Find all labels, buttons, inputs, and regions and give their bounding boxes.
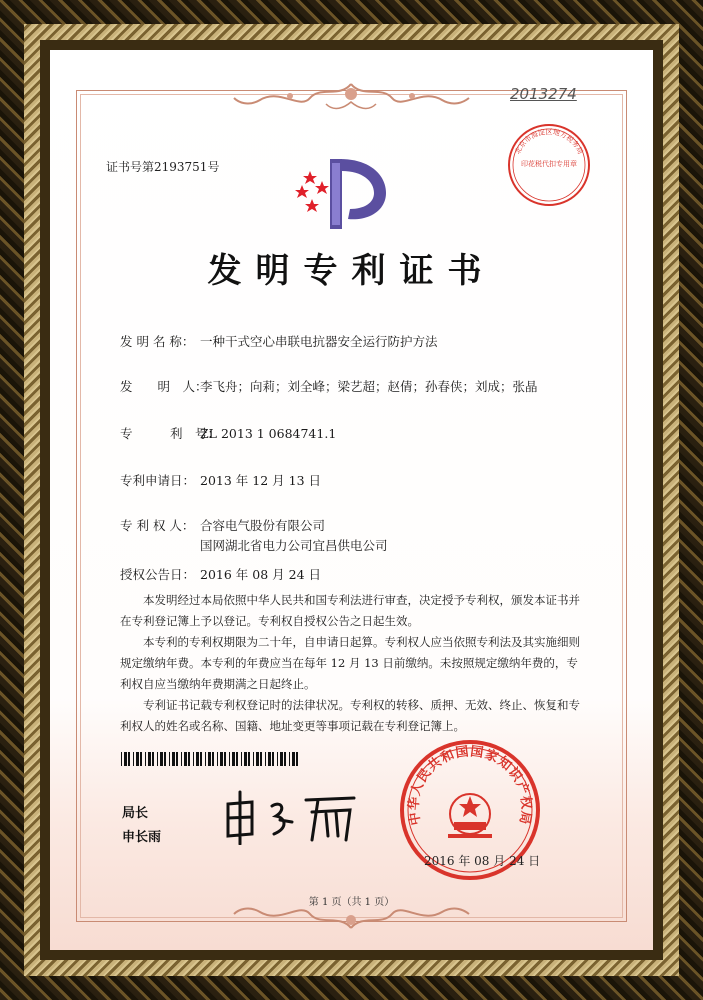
field-value: 2016 年 08 月 24 日: [200, 567, 321, 582]
page-footer: 第 1 页（共 1 页）: [308, 897, 395, 908]
field-value: 2013 年 12 月 13 日: [200, 473, 321, 488]
field-grant-date: [120, 565, 321, 583]
paragraph-term: 本专利的专利权期限为二十年，自申请日起算。专利权人应当依照专利法及其实施细则规定缴纳年费。本专利的年费应当在每年 12 月 13 日前缴纳。未按照规定缴纳年费的，专利权自应当缴纳年费期满之日起终止。: [120, 635, 580, 691]
paragraph-legal-status: 专利证书记载专利权登记时的法律状况。专利权的转移、质押、无效、终止、恢复和专利权人的姓名或名称、国籍、地址变更等事项记载在专利登记簿上。: [120, 698, 580, 733]
tax-stamp-text: 北京市海淀区地方税务局: [513, 128, 585, 156]
field-value: 合容电气股份有限公司: [200, 518, 326, 533]
certificate-title: 发明专利证书: [207, 251, 496, 291]
handwritten-number: 2013274: [510, 85, 577, 103]
field-label: 专 利 权 人：: [120, 518, 195, 533]
director-signature-icon: [222, 790, 362, 845]
field-label: 专 利 号：: [120, 426, 221, 441]
field-value: 一种干式空心串联电抗器安全运行防护方法: [200, 334, 438, 349]
top-ornament-icon: [230, 80, 473, 120]
field-value: 李飞舟；向莉；刘全峰；梁艺超；赵倩；孙春侠；刘成；张晶: [200, 379, 538, 394]
field-patentee: [120, 516, 388, 553]
barcode-icon: [121, 752, 301, 766]
seal-date: 2016 年 08 月 24 日: [424, 854, 541, 868]
svg-text:北京市海淀区地方税务局: [513, 127, 585, 155]
seal-text: 中华人民共和国国家知识产权局: [406, 744, 534, 827]
field-inventors: [120, 377, 538, 395]
field-label: 发 明 名 称：: [120, 334, 195, 349]
field-patent-number: [120, 424, 336, 442]
tax-stamp-icon: [506, 122, 592, 208]
field-invention-name: [120, 332, 438, 350]
director-title: 局长: [122, 806, 149, 821]
field-label: 专利申请日：: [120, 473, 196, 488]
patent-office-logo-icon: [290, 155, 390, 235]
field-application-date: [120, 471, 321, 489]
field-label: 授权公告日：: [120, 567, 196, 582]
svg-text:中华人民共和国国家知识产权局: [406, 743, 535, 826]
field-value-secondary: 国网湖北省电力公司宜昌供电公司: [200, 538, 388, 553]
tax-stamp-center: 印花税代扣专用章: [521, 160, 577, 168]
paragraph-grant: 本发明经过本局依照中华人民共和国专利法进行审查，决定授予专利权，颁发本证书并在专利登记簿上予以登记。专利权自授权公告之日起生效。: [120, 593, 580, 628]
director-name: 申长雨: [122, 830, 162, 845]
field-value: ZL 2013 1 0684741.1: [200, 426, 337, 441]
certificate-number: 证书号第2193751号: [106, 160, 220, 174]
field-label: 发 明 人：: [120, 379, 208, 394]
